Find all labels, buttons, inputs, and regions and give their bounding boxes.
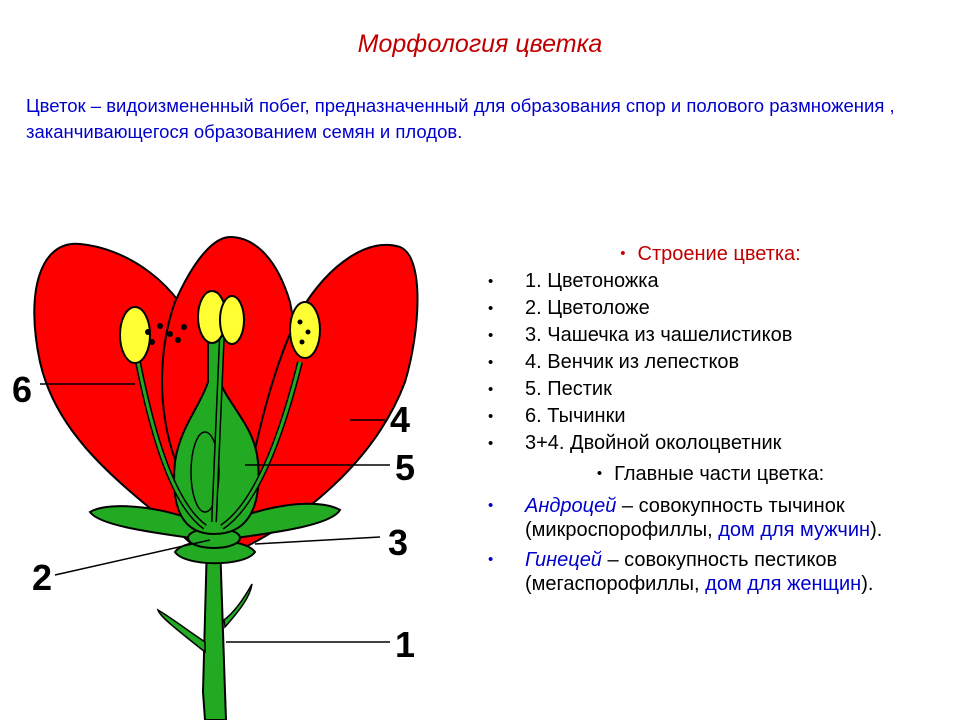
list-item: • 5. Пестик — [488, 378, 612, 400]
list-item: • 4. Венчик из лепестков — [488, 351, 740, 373]
flower-definition: Цветок – видоизмененный побег, предназначенный для образования спор и полового размножения , заканчивающегося образованием семян и плодов. — [26, 95, 895, 142]
list-item: • 3+4. Двойной околоцветник — [488, 432, 782, 454]
gynoecium-description: • Гинецей – совокупность пестиков (мегаспорофиллы, дом для женщин). — [488, 549, 874, 595]
androecium-term: Андроцей — [525, 495, 617, 517]
label-pistil: 5 — [395, 447, 416, 488]
bullet: • — [596, 465, 603, 482]
structure-heading-row — [488, 240, 933, 268]
main-parts-heading-row — [488, 460, 933, 488]
label-receptacle: 2 — [32, 557, 53, 598]
anther-right — [290, 302, 320, 358]
list-item: • 3. Чашечка из чашелистиков — [488, 324, 793, 346]
flower-diagram — [0, 222, 470, 720]
list-item: • 2. Цветоложе — [488, 297, 650, 319]
peduncle — [203, 542, 226, 720]
list-item: • 1. Цветоножка — [488, 270, 659, 292]
label-stamens: 6 — [12, 369, 33, 410]
stem-leaf-right — [224, 584, 252, 627]
androecium-highlight: дом для мужчин — [718, 519, 871, 541]
bullet: • — [620, 245, 626, 262]
flower-structure-list — [488, 240, 933, 596]
label-corolla: 4 — [390, 399, 411, 440]
gynoecium-highlight: дом для женщин — [705, 573, 862, 595]
gynoecium-term: Гинецей — [525, 549, 602, 571]
list-item: • 6. Тычинки — [488, 405, 626, 427]
anther-left — [120, 307, 150, 363]
slide-title: Морфология цветка — [357, 30, 603, 58]
anther-center-right — [220, 296, 244, 344]
label-peduncle: 1 — [395, 624, 416, 665]
label-calyx: 3 — [388, 522, 409, 563]
flower-illustration — [0, 222, 470, 720]
androecium-description: • Андроцей – совокупность тычинок (микроспорофиллы, дом для мужчин). — [488, 495, 883, 541]
main-parts-heading: Главные части цветка: — [614, 463, 825, 485]
stem-leaf-left — [158, 610, 205, 652]
structure-heading: Строение цветка: — [637, 243, 801, 265]
